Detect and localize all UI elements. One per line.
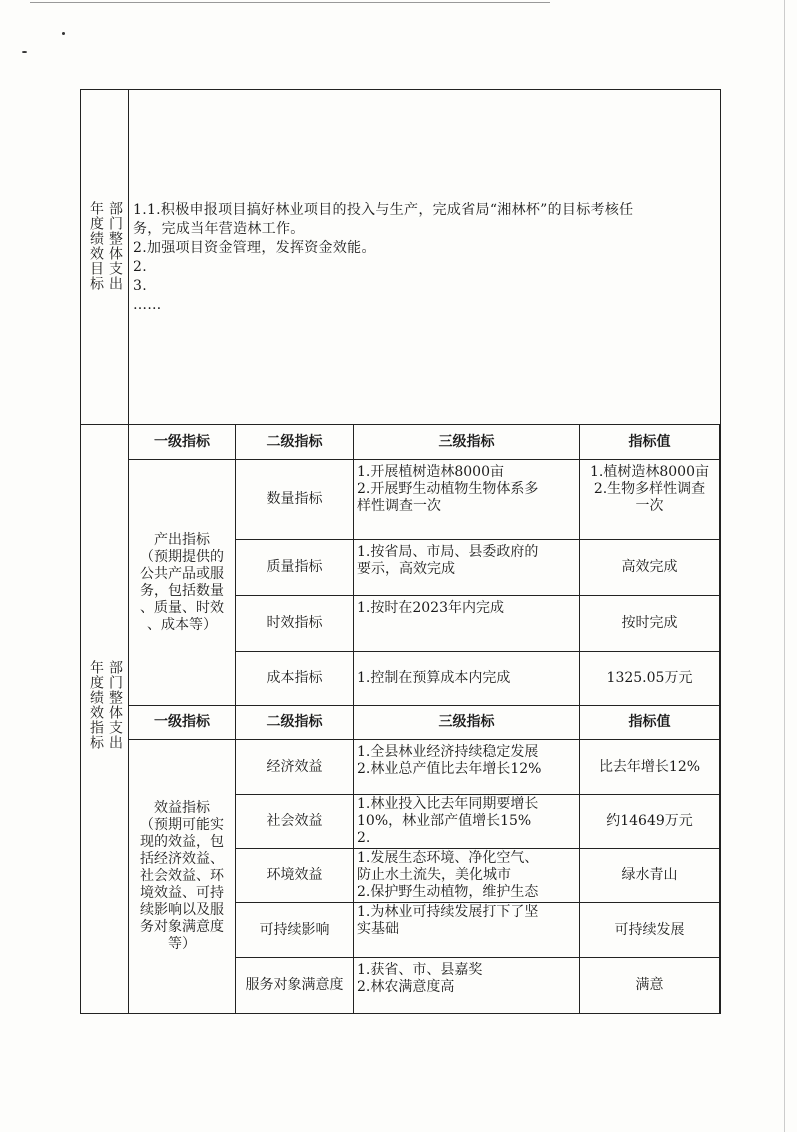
output-row-detail: 1.控制在预算成本内完成	[354, 652, 580, 706]
indicator-label-col1: 部门整体支出	[107, 660, 123, 750]
effect-row-value: 可持续发展	[580, 903, 720, 958]
value-line: 1.植树造林8000亩	[590, 464, 709, 480]
effect-row-name: 服务对象满意度	[236, 958, 354, 1014]
goal-line: ……	[133, 297, 162, 313]
effect-row-value: 约14649万元	[580, 795, 720, 849]
detail-line: 1.林业投入比去年同期要增长	[357, 796, 539, 812]
scan-right-line	[784, 0, 785, 1132]
detail-line: 2.保护野生动植物，维护生态	[357, 884, 539, 900]
effect-category-line: 括经济效益、	[140, 851, 224, 867]
output-category-line: 公共产品或服	[140, 565, 224, 582]
effect-category	[129, 740, 236, 1014]
output-row-detail: 1.按时在2023年内完成	[354, 596, 580, 652]
effect-row-detail	[354, 958, 580, 1014]
goal-line: 1.1.积极申报项目搞好林业项目的投入与生产，完成省局“湘林杯”的目标考核任	[133, 202, 634, 218]
effect-category-line: 境效益、可持	[140, 885, 224, 901]
detail-line: 1.全县林业经济持续稳定发展	[357, 744, 539, 760]
output-row-name: 数量指标	[236, 460, 354, 540]
effect-row-detail	[354, 795, 580, 849]
output-category-line: 、质量、时效	[140, 599, 224, 616]
header-level1: 一级指标	[129, 425, 236, 460]
annual-goal-text	[133, 201, 717, 315]
output-row-value: 高效完成	[580, 540, 720, 596]
effect-category-line: 续影响以及服	[140, 902, 224, 918]
scan-speck	[62, 32, 65, 35]
output-category-line: 、成本等）	[147, 616, 217, 633]
header-level2: 二级指标	[236, 425, 354, 460]
effect-category-line: 务对象满意度	[140, 919, 224, 935]
effect-category-line: 现的效益，包	[140, 834, 224, 850]
value-line: 2.生物多样性调查	[593, 481, 706, 497]
effect-row-name: 环境效益	[236, 849, 354, 903]
goal-line: 务，完成当年营造林工作。	[133, 221, 305, 237]
detail-line: 1.获省、市、县嘉奖	[357, 962, 483, 978]
detail-line: 样性调查一次	[357, 498, 441, 514]
detail-line: 2.	[357, 830, 371, 846]
output-row-name: 时效指标	[236, 596, 354, 652]
effect-row-detail	[354, 849, 580, 903]
goal-line: 3.	[133, 278, 147, 294]
output-row-value	[580, 460, 720, 540]
output-category-line: 产出指标	[154, 531, 210, 548]
annual-goal-label-col2: 年度绩效目标	[88, 201, 104, 291]
value-line: 一次	[635, 498, 664, 514]
output-row-value: 1325.05万元	[580, 652, 720, 706]
detail-line: 10%，林业部产值增长15%	[357, 813, 532, 829]
detail-line: 2.林业总产值比去年增长12%	[357, 761, 542, 777]
effect-category-line: （预期可能实	[140, 817, 224, 833]
header-value: 指标值	[580, 425, 720, 460]
effect-category-line: 社会效益、环	[140, 868, 224, 884]
annual-goal-label-col1: 部门整体支出	[107, 201, 123, 291]
output-category-line: 务，包括数量	[140, 582, 224, 599]
effect-row-value: 绿水青山	[580, 849, 720, 903]
effect-row-value: 比去年增长12%	[580, 740, 720, 795]
header-level3-repeat: 三级指标	[354, 706, 580, 740]
scan-speck	[22, 51, 27, 53]
detail-line: 2.林农满意度高	[357, 979, 455, 995]
detail-line: 实基础	[357, 921, 399, 937]
effect-row-detail	[354, 903, 580, 958]
header-level1-repeat: 一级指标	[129, 706, 236, 740]
output-category	[129, 460, 236, 706]
effect-category-line: 效益指标	[154, 800, 210, 816]
effect-row-name: 社会效益	[236, 795, 354, 849]
header-level3: 三级指标	[354, 425, 580, 460]
detail-line: 1.发展生态环境、净化空气、	[357, 850, 539, 866]
detail-line: 2.开展野生动植物生物体系多	[357, 481, 539, 497]
output-row-name: 成本指标	[236, 652, 354, 706]
output-row-value: 按时完成	[580, 596, 720, 652]
goal-line: 2.加强项目资金管理，发挥资金效能。	[133, 240, 376, 256]
header-level2-repeat: 二级指标	[236, 706, 354, 740]
output-category-line: （预期提供的	[140, 548, 224, 565]
output-row-detail	[354, 540, 580, 596]
effect-row-detail	[354, 740, 580, 795]
detail-line: 1.开展植树造林8000亩	[357, 464, 504, 480]
effect-row-value: 满意	[580, 958, 720, 1014]
detail-line: 要示，高效完成	[357, 561, 455, 577]
scan-top-line	[30, 2, 550, 3]
goal-line: 2.	[133, 259, 147, 275]
performance-target-sheet	[80, 89, 721, 1014]
detail-line: 1.为林业可持续发展打下了坚	[357, 904, 539, 920]
output-row-name: 质量指标	[236, 540, 354, 596]
indicator-label-col2: 年度绩效指标	[88, 660, 104, 750]
detail-line: 防止水土流失，美化城市	[357, 867, 511, 883]
detail-line: 1.按省局、市局、县委政府的	[357, 544, 539, 560]
header-value-repeat: 指标值	[580, 706, 720, 740]
output-row-detail	[354, 460, 580, 540]
effect-row-name: 可持续影响	[236, 903, 354, 958]
effect-category-line: 等）	[168, 936, 196, 952]
effect-row-name: 经济效益	[236, 740, 354, 795]
